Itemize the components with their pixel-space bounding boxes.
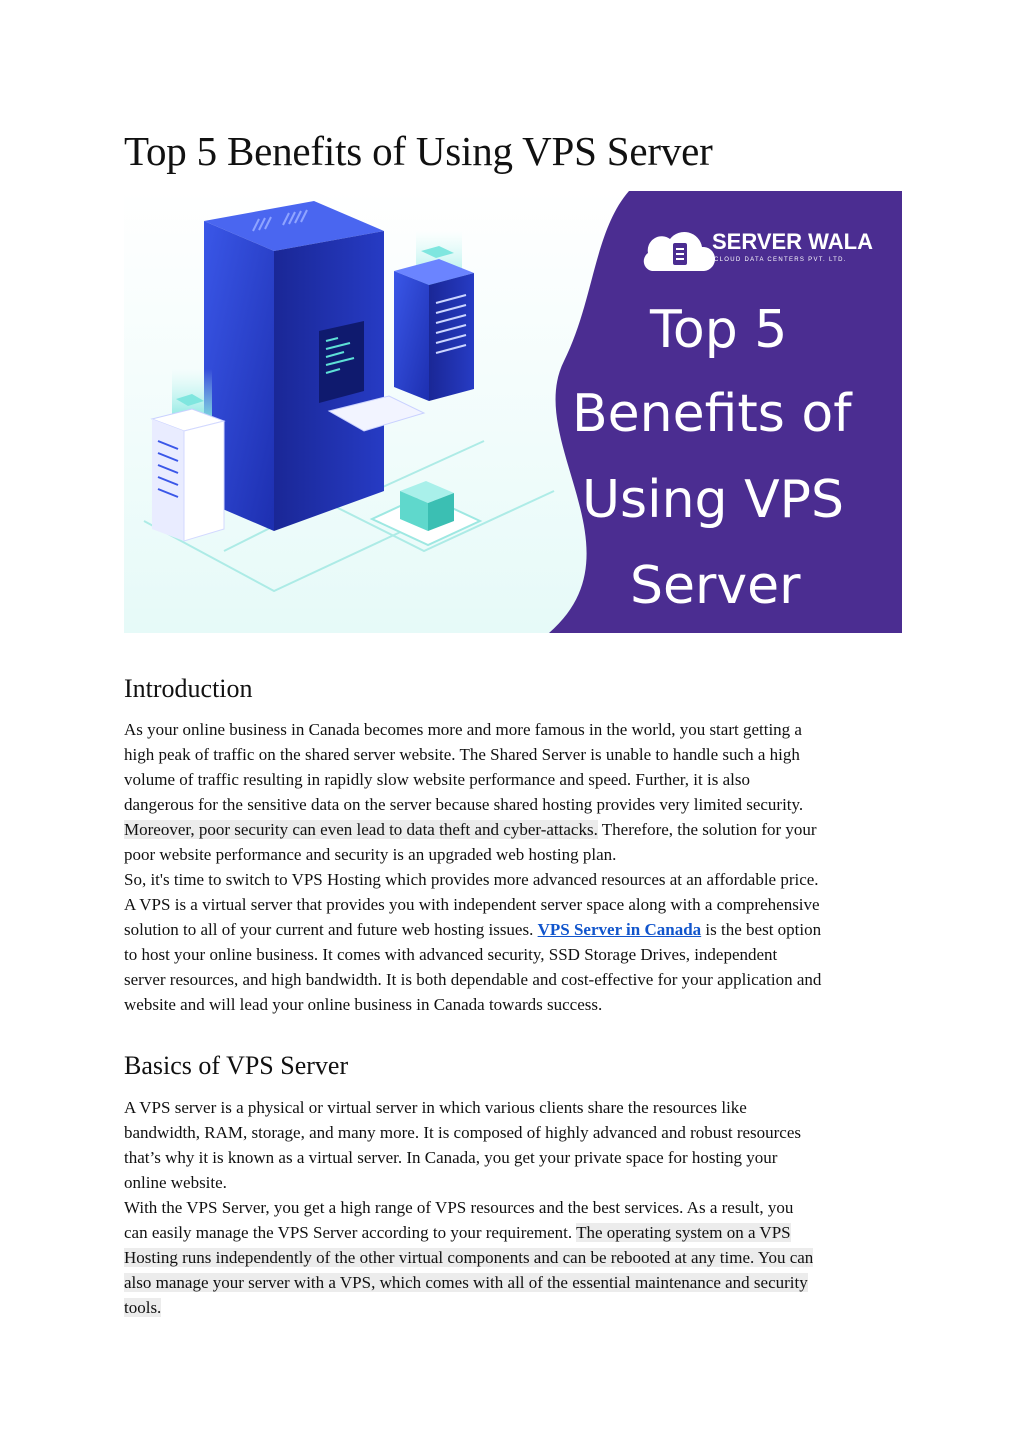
text-line: bandwidth, RAM, storage, and many more. It is composed of highly advanced and robust resources bbox=[124, 1123, 802, 1142]
text-line: server resources, and high bandwidth. It is both dependable and cost-effective for your application and bbox=[124, 970, 822, 989]
text-line: A VPS server is a physical or virtual server in which various clients share the resources like bbox=[124, 1098, 747, 1117]
text-line bbox=[124, 917, 902, 942]
text-line bbox=[124, 1245, 902, 1270]
text-line: to host your online business. It comes with advanced security, SSD Storage Drives, independent bbox=[124, 945, 778, 964]
vps-server-canada-link[interactable]: VPS Server in Canada bbox=[537, 920, 702, 939]
text-line bbox=[124, 817, 902, 842]
banner-image bbox=[124, 191, 902, 633]
text-span: is the best option bbox=[701, 920, 822, 939]
text-line: As your online business in Canada becomes more and more famous in the world, you start getting a bbox=[124, 720, 802, 739]
highlighted-text: tools. bbox=[124, 1298, 162, 1317]
banner-headline-line-1: Top 5 bbox=[650, 300, 788, 360]
text-line: A VPS is a virtual server that provides you with independent server space along with a comprehensive bbox=[124, 895, 820, 914]
basics-paragraph-1 bbox=[124, 1095, 902, 1195]
text-span: solution to all of your current and future web hosting issues. bbox=[124, 920, 538, 939]
document-title: Top 5 Benefits of Using VPS Server bbox=[124, 128, 713, 174]
text-line: website and will lead your online business in Canada towards success. bbox=[124, 995, 603, 1014]
text-span: can easily manage the VPS Server according to your requirement. bbox=[124, 1223, 577, 1242]
text-line: online website. bbox=[124, 1173, 227, 1192]
text-line: poor website performance and security is an upgraded web hosting plan. bbox=[124, 845, 617, 864]
highlighted-text: Hosting runs independently of the other virtual components and can be rebooted at any time. You can bbox=[124, 1248, 814, 1267]
banner-headline-line-2: Benefits of bbox=[572, 384, 852, 444]
text-line: With the VPS Server, you get a high range of VPS resources and the best services. As a result, you bbox=[124, 1198, 794, 1217]
text-span: Therefore, the solution for your bbox=[597, 820, 817, 839]
banner-headline-line-4: Server bbox=[630, 556, 801, 616]
section-heading-introduction: Introduction bbox=[124, 674, 253, 703]
highlighted-text: also manage your server with a VPS, which comes with all of the essential maintenance and security bbox=[124, 1273, 808, 1292]
text-line: high peak of traffic on the shared server website. The Shared Server is unable to handle such a high bbox=[124, 745, 800, 764]
text-line bbox=[124, 1220, 902, 1245]
basics-paragraph-2 bbox=[124, 1195, 902, 1320]
banner-headline-line-3: Using VPS bbox=[582, 470, 845, 530]
intro-paragraph-2 bbox=[124, 867, 902, 1017]
highlighted-text: Moreover, poor security can even lead to data theft and cyber-attacks. bbox=[124, 820, 598, 839]
text-line bbox=[124, 1270, 902, 1295]
text-line: that’s why it is known as a virtual server. In Canada, you get your private space for hosting your bbox=[124, 1148, 778, 1167]
brand-name: SERVER WALA bbox=[712, 229, 873, 254]
brand-tagline: CLOUD DATA CENTERS PVT. LTD. bbox=[714, 257, 847, 263]
text-line bbox=[124, 1295, 902, 1320]
section-heading-basics: Basics of VPS Server bbox=[124, 1051, 349, 1080]
text-line: dangerous for the sensitive data on the server because shared hosting provides very limited security. bbox=[124, 795, 804, 814]
text-line: So, it's time to switch to VPS Hosting which provides more advanced resources at an affordable price. bbox=[124, 870, 819, 889]
text-line: volume of traffic resulting in rapidly slow website performance and speed. Further, it is also bbox=[124, 770, 750, 789]
highlighted-text: The operating system on a VPS bbox=[576, 1223, 791, 1242]
intro-paragraph-1 bbox=[124, 717, 902, 867]
